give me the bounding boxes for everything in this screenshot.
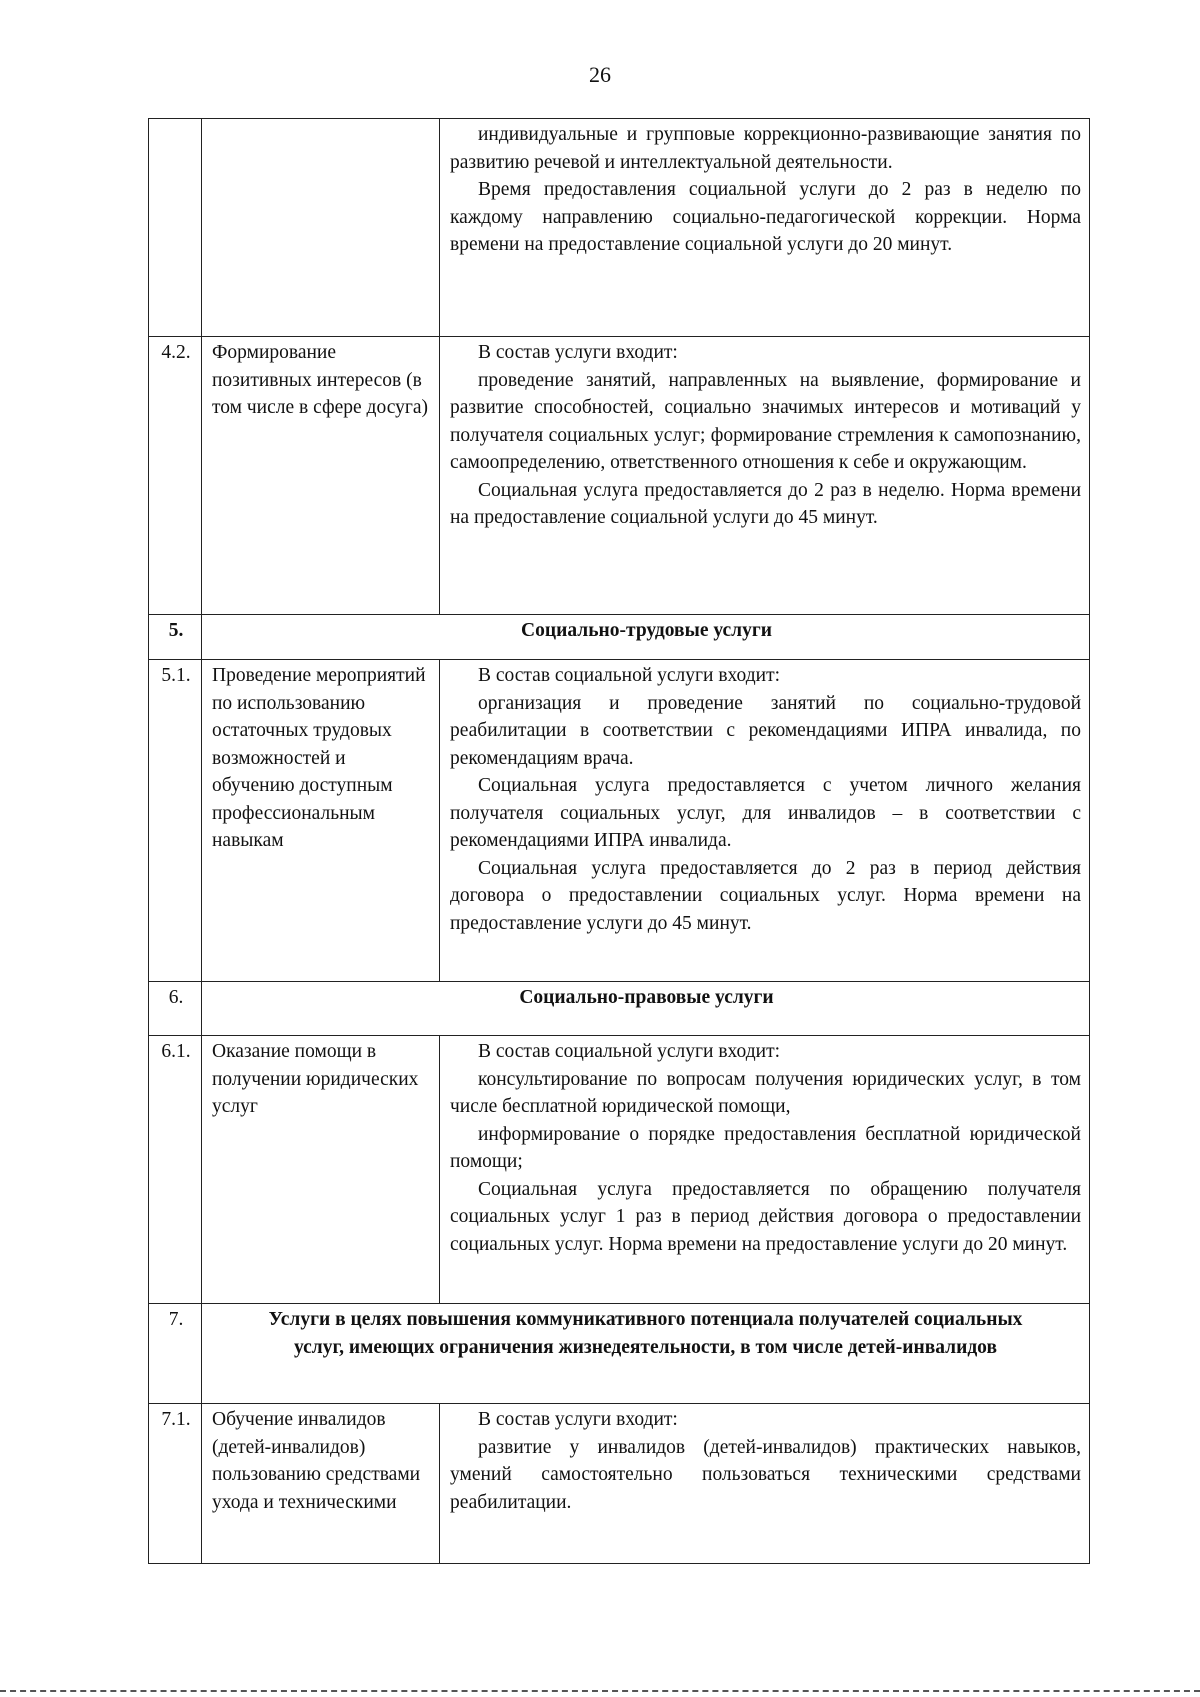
services-table bbox=[148, 118, 1090, 1564]
description-paragraph: проведение занятий, направленных на выявление, формирование и развитие способностей, социально значимых интересов и мотиваций у получателя социальных услуг; формирование стремления к самопознанию, самоопределению, ответственного отношения к себе и окружающим. bbox=[450, 369, 1081, 473]
description-paragraph: Социальная услуга предоставляется с учетом личного желания получателя социальных услуг, для инвалидов – в соответствии с рекомендациями ИПРА инвалида. bbox=[450, 775, 1081, 851]
description-paragraph: развитие у инвалидов (детей-инвалидов) практических навыков, умений самостоятельно пользоваться техническими средствами реабилитации. bbox=[450, 1436, 1081, 1513]
page-bottom-edge bbox=[0, 1690, 1200, 1692]
service-description-cell bbox=[440, 1036, 1090, 1304]
row-number: 4.2. bbox=[149, 337, 202, 615]
table-row-continuation bbox=[149, 119, 1090, 337]
description-paragraph: консультирование по вопросам получения юридических услуг, в том числе бесплатной юридической помощи, bbox=[450, 1068, 1081, 1117]
description-paragraph: Социальная услуга предоставляется до 2 раз в неделю. Норма времени на предоставление социальной услуги до 45 минут. bbox=[450, 479, 1081, 528]
table-row-5-1 bbox=[149, 660, 1090, 982]
service-description-cell bbox=[440, 337, 1090, 615]
description-paragraph: организация и проведение занятий по социально-трудовой реабилитации в соответствии с рекомендациями ИПРА инвалида, по рекомендациям врача. bbox=[450, 692, 1081, 769]
description-paragraph: индивидуальные и групповые коррекционно-развивающие занятия по развитию речевой и интеллектуальной деятельности. bbox=[450, 124, 1081, 173]
table-row-6-1 bbox=[149, 1036, 1090, 1304]
description-paragraph: Время предоставления социальной услуги до 2 раз в неделю по каждому направлению социально-педагогической коррекции. Норма времени на предоставление социальной услуги до 20 минут. bbox=[450, 179, 1081, 255]
service-description-cell bbox=[440, 1404, 1090, 1564]
description-paragraph: информирование о порядке предоставления бесплатной юридической помощи; bbox=[450, 1123, 1081, 1172]
section-title: Социально-трудовые услуги bbox=[202, 615, 1090, 660]
description-paragraph: В состав услуги входит: bbox=[478, 342, 678, 363]
page-number: 26 bbox=[589, 62, 611, 87]
service-name-cell bbox=[202, 119, 440, 337]
section-number: 7. bbox=[149, 1304, 202, 1404]
service-name: Формирование позитивных интересов (в том числе в сфере досуга) bbox=[202, 337, 440, 615]
section-row-7 bbox=[149, 1304, 1090, 1404]
service-description-cell bbox=[440, 119, 1090, 337]
section-number: 6. bbox=[149, 982, 202, 1036]
row-number: 6.1. bbox=[149, 1036, 202, 1304]
service-name: Обучение инвалидов (детей-инвалидов) пользованию средствами ухода и техническими bbox=[202, 1404, 440, 1564]
section-row-5 bbox=[149, 615, 1090, 660]
service-name: Проведение мероприятий по использованию остаточных трудовых возможностей и обучению доступным профессиональным навыкам bbox=[202, 660, 440, 982]
table-row-7-1 bbox=[149, 1404, 1090, 1564]
section-row-6 bbox=[149, 982, 1090, 1036]
row-number: 5.1. bbox=[149, 660, 202, 982]
description-paragraph: В состав социальной услуги входит: bbox=[478, 1041, 781, 1062]
description-paragraph: В состав услуги входит: bbox=[478, 1409, 678, 1430]
section-title: Услуги в целях повышения коммуникативного потенциала получателей социальных услуг, имеющих ограничения жизнедеятельности, в том числе детей-инвалидов bbox=[202, 1304, 1090, 1404]
description-paragraph: В состав социальной услуги входит: bbox=[478, 665, 781, 686]
table-row-4-2 bbox=[149, 337, 1090, 615]
description-paragraph: Социальная услуга предоставляется по обращению получателя социальных услуг 1 раз в период действия договора о предоставлении социальных услуг. Норма времени на предоставление услуги до 20 минут. bbox=[450, 1178, 1081, 1255]
description-paragraph: Социальная услуга предоставляется до 2 раз в период действия договора о предоставлении социальных услуг. Норма времени на предоставление услуги до 45 минут. bbox=[450, 857, 1081, 934]
service-description-cell bbox=[440, 660, 1090, 982]
section-number: 5. bbox=[149, 615, 202, 660]
row-number-cell bbox=[149, 119, 202, 337]
service-name: Оказание помощи в получении юридических услуг bbox=[202, 1036, 440, 1304]
section-title: Социально-правовые услуги bbox=[202, 982, 1090, 1036]
row-number: 7.1. bbox=[149, 1404, 202, 1564]
